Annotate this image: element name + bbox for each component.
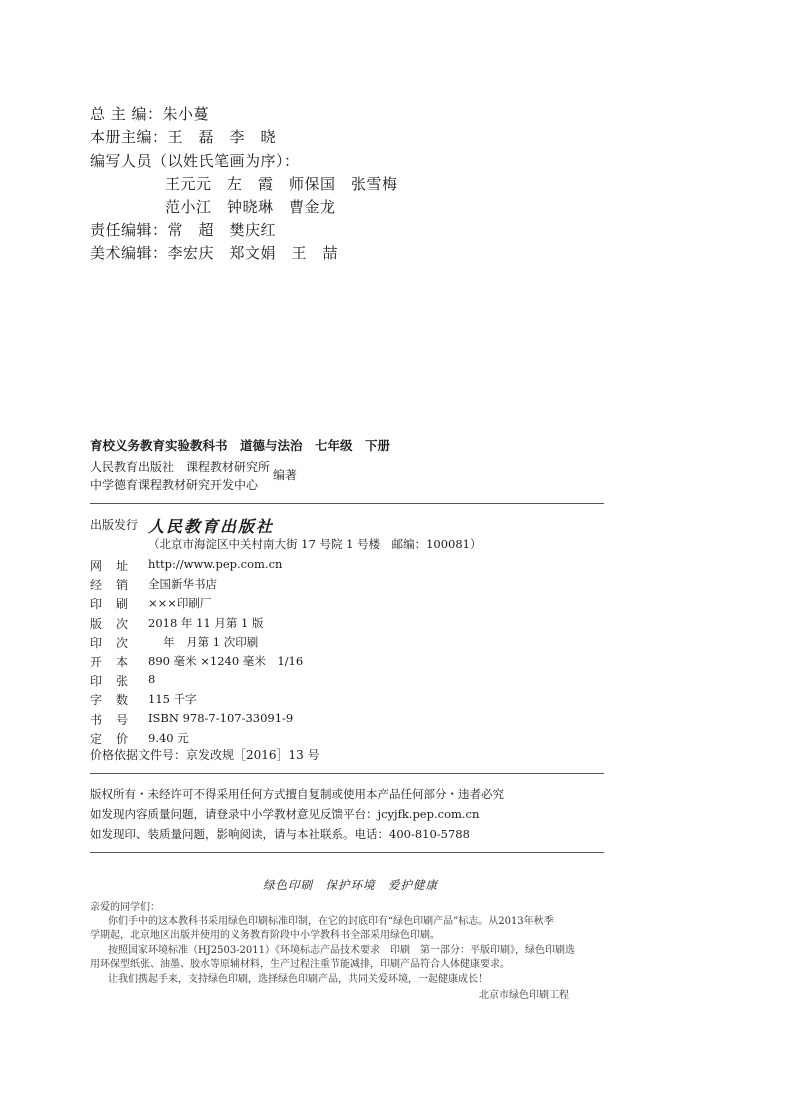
info-row-label-char: 张 (116, 674, 129, 689)
info-row-label (90, 730, 128, 747)
info-row-label-char: 网 (90, 559, 103, 573)
chief-editor: 总 主 编：朱小蔓 (90, 105, 210, 123)
publisher-logo: 人民教育出版社 (148, 517, 275, 536)
info-row-label (90, 557, 128, 574)
content-issue-notice: 如发现内容质量问题，请登录中小学教材意见反馈平台：jcyjfk.pep.com.cn (90, 807, 480, 821)
publisher-line-2: 中学德育课程教材研究开发中心 (90, 478, 259, 492)
info-row-label-char: 印 (90, 597, 103, 612)
info-row-label-char: 印 (90, 674, 103, 689)
info-row-label-char: 刷 (116, 597, 129, 612)
info-row-value: 115 千字 (148, 692, 197, 707)
volume-editors: 本册主编：王 磊 李 晓 (90, 128, 277, 146)
info-row-label-char: 价 (116, 731, 129, 746)
info-row-label-char: 定 (90, 731, 103, 746)
info-row-label (90, 691, 128, 708)
info-row-value: 2018 年 11 月第 1 版 (148, 615, 264, 630)
publisher-label: 出版发行 (90, 518, 139, 532)
responsible-editors: 责任编辑：常 超 樊庆红 (90, 221, 277, 239)
price-basis: 价格依据文件号：京发改规［2016］13 号 (90, 748, 320, 762)
info-row-label-char: 印 (90, 635, 103, 650)
info-row-label-char: 字 (90, 693, 103, 708)
info-row-value: 全国新华书店 (148, 577, 217, 592)
publisher-address: （北京市海淀区中关村南大街 17 号院 1 号楼 邮编：100081） (148, 537, 482, 551)
info-row-label (90, 634, 128, 651)
print-issue-notice: 如发现印、装质量问题，影响阅读，请与本社联系。电话：400-810-5788 (90, 827, 470, 841)
info-row-label (90, 595, 128, 612)
publisher-line-1: 人民教育出版社 课程教材研究所 (90, 460, 271, 474)
info-row-label-char: 销 (116, 578, 129, 593)
writers-line-1: 王元元 左 霞 师保国 张雪梅 (165, 175, 398, 193)
info-row-label-char: 号 (116, 712, 129, 727)
divider (90, 503, 604, 504)
copyright-notice: 版权所有・未经许可不得采用任何方式擅自复制或使用本产品任何部分・违者必究 (90, 787, 504, 801)
signature: 北京市绿色印刷工程 (479, 990, 569, 1001)
info-row-label-char: 址 (116, 559, 129, 573)
info-row-value: 9.40 元 (148, 730, 189, 745)
paragraph: 按照国家环境标准（HJ2503-2011）《环境标志产品技术要求 印刷 第一部分：平版印刷》，绿色印刷选 (108, 945, 576, 956)
info-row-label-char: 次 (116, 616, 129, 631)
info-row-value: ISBN 978-7-107-33091-9 (148, 710, 294, 725)
divider (90, 773, 604, 774)
info-row-value: 8 (148, 672, 156, 687)
series-title: 育校义务教育实验教科书 道德与法治 七年级 下册 (90, 438, 391, 453)
info-row-label-char: 本 (116, 655, 129, 669)
green-printing-title: 绿色印刷 保护环境 爱护健康 (263, 878, 438, 892)
info-row-label (90, 615, 128, 632)
info-row-label-char: 版 (90, 616, 103, 631)
paragraph: 让我们携起手来，支持绿色印刷，选择绿色印刷产品，共同关爱环境，一起健康成长！ (108, 974, 488, 985)
paragraph: 你们手中的这本教科书采用绿色印刷标准印制，在它的封底印有“绿色印刷产品”标志。从2013年秋季 (108, 916, 554, 927)
paragraph: 学期起，北京地区出版并使用的义务教育阶段中小学教科书全部采用绿色印刷。 (90, 930, 440, 941)
greeting: 亲爱的同学们： (90, 902, 160, 913)
info-row-value: ×××印刷厂 (148, 596, 212, 611)
info-row-label-char: 数 (116, 693, 129, 708)
writers-heading: 编写人员（以姓氏笔画为序）： (90, 152, 300, 170)
art-editors: 美术编辑：李宏庆 郑文娟 王 喆 (90, 244, 339, 262)
info-row-label-char: 开 (90, 655, 103, 669)
divider (90, 852, 604, 853)
info-row-label (90, 576, 128, 593)
info-row-value: 890 毫米 ×1240 毫米 1/16 (148, 654, 304, 668)
info-row-label-char: 次 (116, 635, 129, 650)
compiled-label: 编著 (273, 468, 298, 482)
info-row-label (90, 711, 128, 728)
info-row-label-char: 经 (90, 578, 103, 593)
info-row-label (90, 653, 128, 670)
info-row-value: http://www.pep.com.cn (148, 557, 283, 571)
info-row-label-char: 书 (90, 712, 103, 727)
info-row-label (90, 672, 128, 689)
info-row-value: 年 月第 1 次印刷 (148, 634, 259, 649)
writers-line-2: 范小江 钟晓琳 曹金龙 (165, 198, 336, 216)
paragraph: 用环保型纸张、油墨、胶水等原辅材料，生产过程注重节能减排，印刷产品符合人体健康要求。 (90, 959, 510, 970)
